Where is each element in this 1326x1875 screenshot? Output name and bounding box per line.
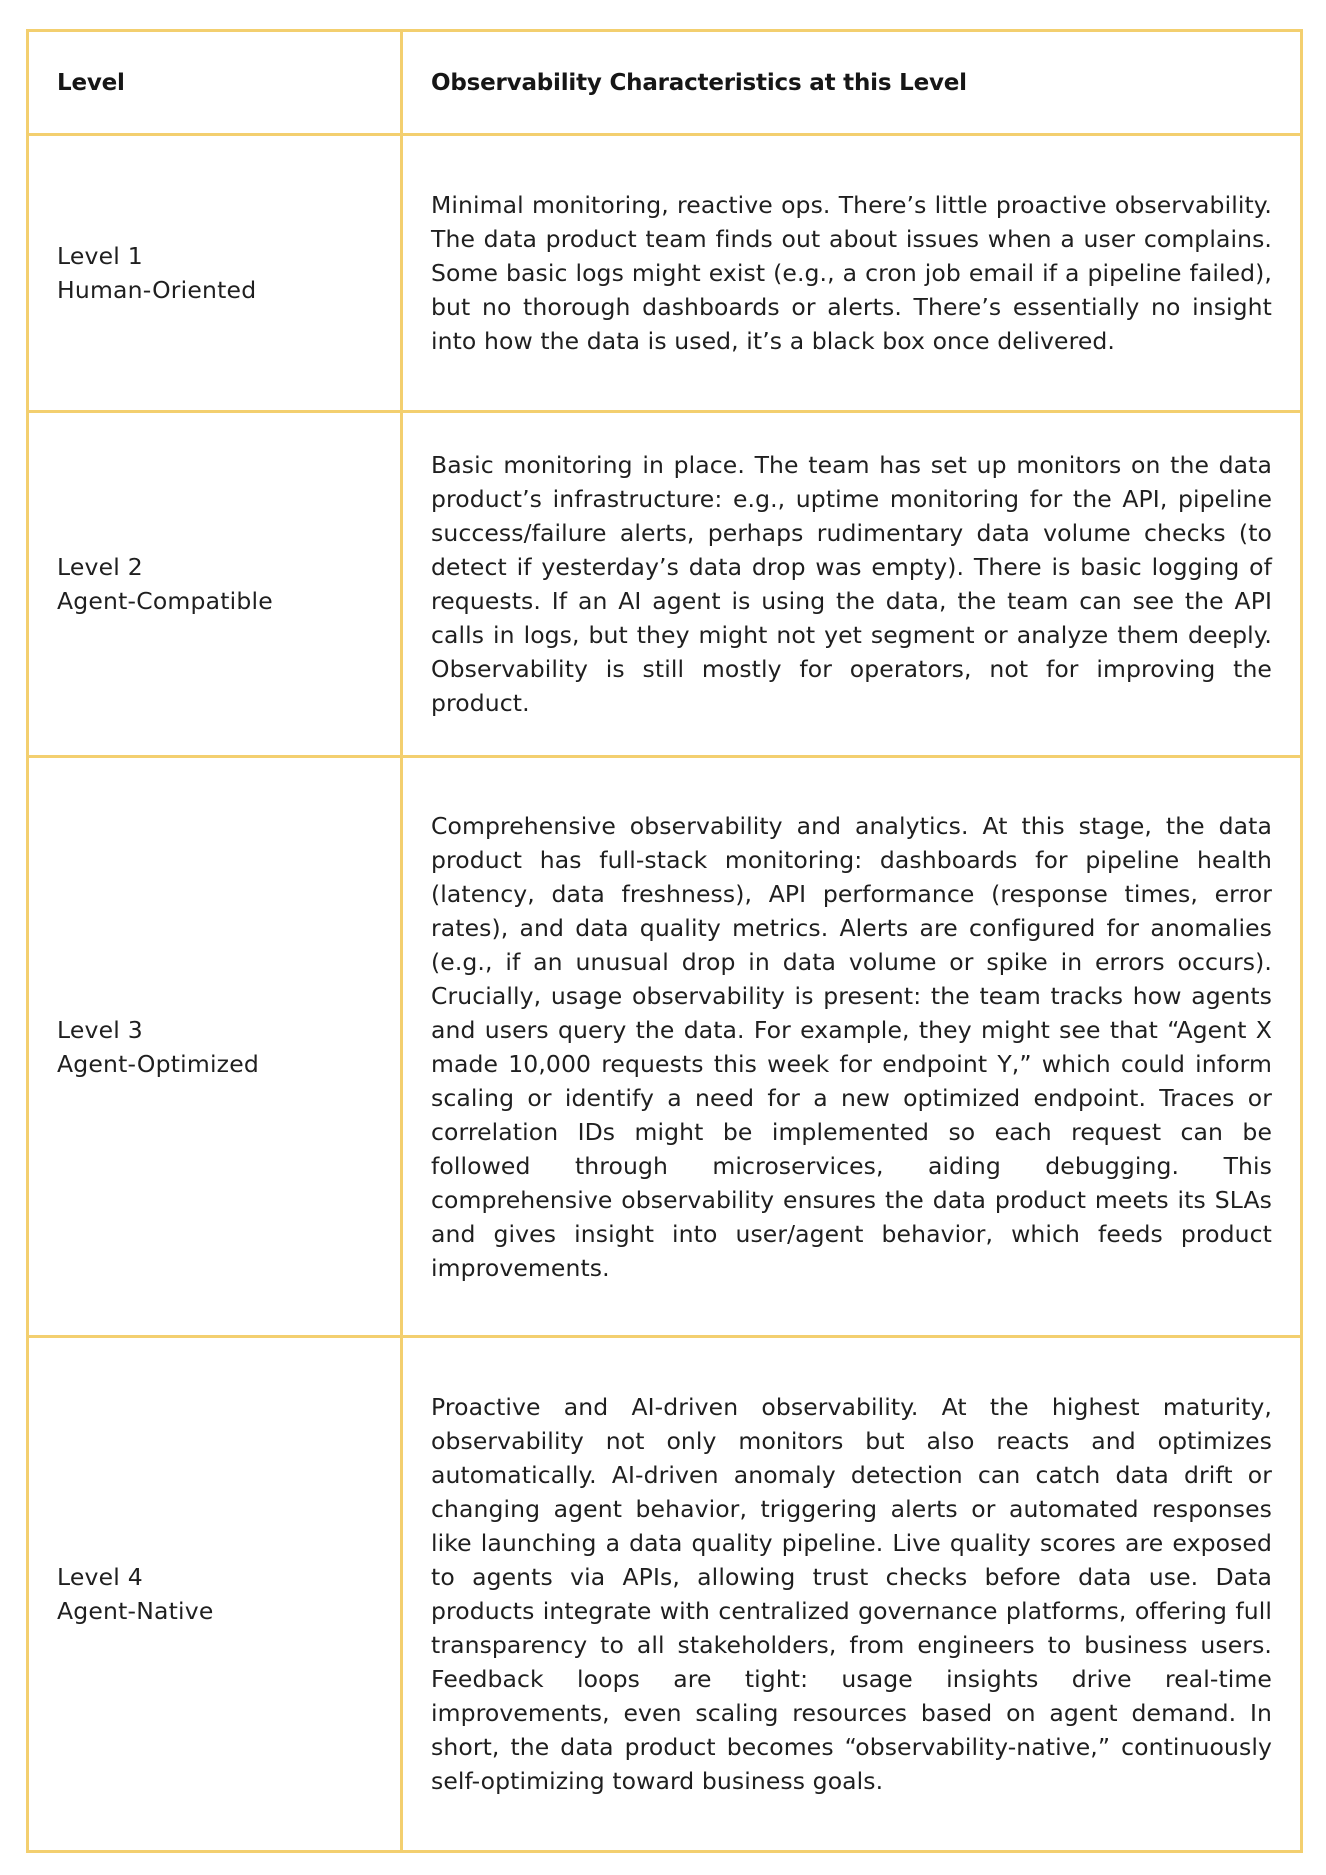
header-cell-characteristics — [402, 31, 1302, 135]
table-row — [28, 412, 1302, 757]
level-number: Level 1 — [57, 242, 143, 270]
level-description: Comprehensive observability and analytics. At this stage, the data product has full-stack monitoring: dashboards for pipeline health (latency, data freshness), API performance (response times, error rates), and data quality metrics. Alerts are configured for anomalies (e.g., if an unusual drop in data volume or spike in errors occurs). Crucially, usage observability is present: the team tracks how agents and users query the data. For example, they might see that “Agent X made 10,000 requests this week for endpoint Y,” which could inform scaling or identify a need for a new optimized endpoint. Traces or correlation IDs might be implemented so each request can be followed through microservices, aiding debugging. This comprehensive observability ensures the data product meets its SLAs and gives insight into user/agent behavior, which feeds product improvements. — [431, 811, 1272, 1282]
header-characteristics: Observability Characteristics at this Level — [431, 69, 967, 96]
level-name: Agent-Optimized — [57, 1049, 259, 1078]
level-name: Human-Oriented — [57, 276, 257, 304]
table-row — [28, 757, 1302, 1337]
header-cell-level — [28, 31, 402, 135]
level-description: Minimal monitoring, reactive ops. There’s little proactive observability. The data product team finds out about issues when a user complains. Some basic logs might exist (e.g., a cron job email if a pipeline failed), but no thorough dashboards or alerts. There’s essentially no insight into how the data is used, it’s a black box once delivered. — [431, 191, 1272, 355]
description-cell — [402, 135, 1302, 412]
description-cell — [402, 757, 1302, 1337]
level-name: Agent-Compatible — [57, 587, 273, 615]
observability-levels-table — [26, 29, 1303, 1853]
level-cell — [28, 757, 402, 1337]
level-description: Basic monitoring in place. The team has set up monitors on the data product’s infrastructure: e.g., uptime monitoring for the API, pipeline success/failure alerts, perhaps rudimentary data volume checks (to detect if yesterday’s data drop was empty). There is basic logging of requests. If an AI agent is using the data, the team can see the API calls in logs, but they might not yet segment or analyze them deeply. Observability is still mostly for operators, not for improving the product. — [431, 451, 1272, 717]
level-cell — [28, 412, 402, 757]
level-number: Level 2 — [57, 553, 143, 581]
description-cell — [402, 1337, 1302, 1852]
table-row — [28, 135, 1302, 412]
level-description: Proactive and AI-driven observability. At the highest maturity, observability not only monitors but also reacts and optimizes automatically. AI-driven anomaly detection can catch data drift or changing agent behavior, triggering alerts or automated responses like launching a data quality pipeline. Live quality scores are exposed to agents via APIs, allowing trust checks before data use. Data products integrate with centralized governance platforms, offering full transparency to all stakeholders, from engineers to business users. Feedback loops are tight: usage insights drive real-time improvements, even scaling resources based on agent demand. In short, the data product becomes “observability-native,” continuously self-optimizing toward business goals. — [431, 1393, 1272, 1795]
table-header-row — [28, 31, 1302, 135]
level-name: Agent-Native — [57, 1597, 214, 1625]
level-cell — [28, 135, 402, 412]
table-row — [28, 1337, 1302, 1852]
level-cell — [28, 1337, 402, 1852]
level-number: Level 4 — [57, 1563, 143, 1591]
description-cell — [402, 412, 1302, 757]
header-level: Level — [57, 69, 125, 96]
level-number: Level 3 — [57, 1015, 143, 1044]
